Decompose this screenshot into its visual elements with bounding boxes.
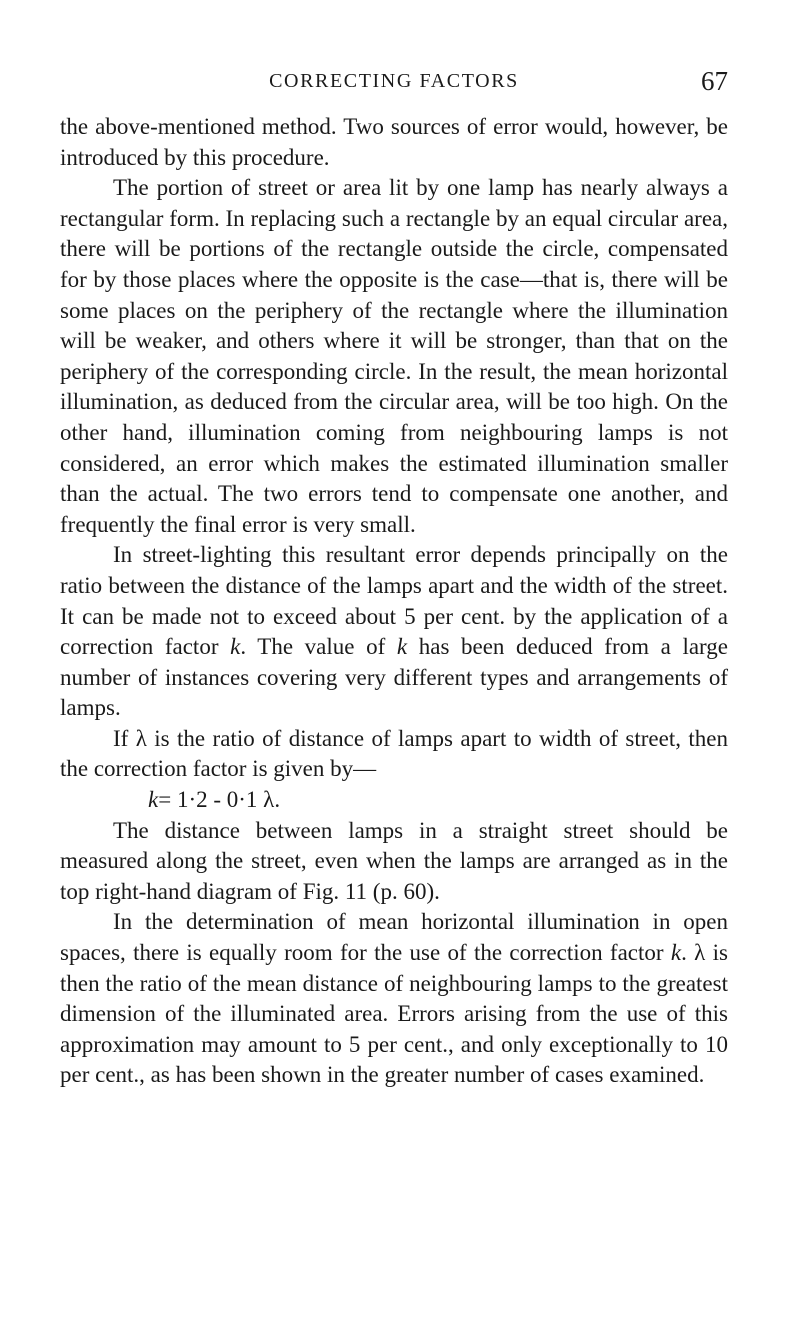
paragraph-street-lighting-text-b: . The value of — [240, 634, 397, 660]
body-text — [60, 112, 728, 1091]
paragraph-open-spaces — [60, 907, 728, 1091]
paragraph-street-lighting — [60, 540, 728, 724]
paragraph-lambda-definition: If λ is the ratio of distance of lamps apart to width of street, then the correction factor is given by— — [60, 725, 728, 782]
paragraph-open-spaces-text-b: . λ is then the ratio of the mean distance of neighbouring lamps to the greatest dimension of the illuminated area. Errors arising from the use of this approximation may amount to 5 per cent., and only exceptionally to 10 per cent., as has been shown in the greater number of cases examined. — [60, 940, 728, 1088]
paragraph-open-spaces-text-a: In the determination of mean horizontal illumination in open spaces, there is equally room for the use of the correction factor — [60, 909, 728, 966]
paragraph-rectangular-form: The portion of street or area lit by one lamp has nearly always a rectangular form. In replacing such a rectangle by an equal circular area, there will be portions of the rectangle outside the circle, compensated for by those places where the opposite is the case—that is, there will be some places on the periphery of the rectangle where the illumination will be weaker, and others where it will be stronger, than that on the periphery of the corresponding circle. In the result, the mean horizontal illumination, as deduced from the circular area, will be too high. On the other hand, illumination coming from neighbouring lamps is not considered, an error which makes the estimated illumination smaller than the actual. The two errors tend to compensate one another, and frequently the final error is very small. — [60, 175, 728, 537]
factor-k-symbol: k — [396, 634, 408, 660]
formula-expression: = 1·2 - 0·1 λ. — [158, 787, 281, 813]
factor-k-symbol: k — [670, 940, 682, 966]
running-head-title: CORRECTING FACTORS — [269, 70, 519, 92]
paragraph-street-lighting-text-a: In street-lighting this resultant error depends principally on the ratio between the distance of the lamps apart and the width of the street. It can be made not to exceed about 5 per cent. by the application of a correction factor — [60, 542, 728, 660]
page-number: 67 — [701, 66, 728, 96]
factor-k-symbol: k — [230, 634, 241, 660]
running-head — [60, 66, 728, 106]
formula-variable: k — [148, 787, 159, 813]
correction-formula — [60, 785, 728, 816]
paragraph-straight-street: The distance between lamps in a straight street should be measured along the street, even when the lamps are arranged as in the top right-hand diagram of Fig. 11 (p. 60). — [60, 817, 728, 904]
paragraph-street-lighting-text-c: has been deduced from a large number of instances covering very different types and arrangements of lamps. — [60, 634, 729, 721]
paragraph-continuation: the above-mentioned method. Two sources of error would, however, be introduced by this procedure. — [60, 114, 728, 170]
